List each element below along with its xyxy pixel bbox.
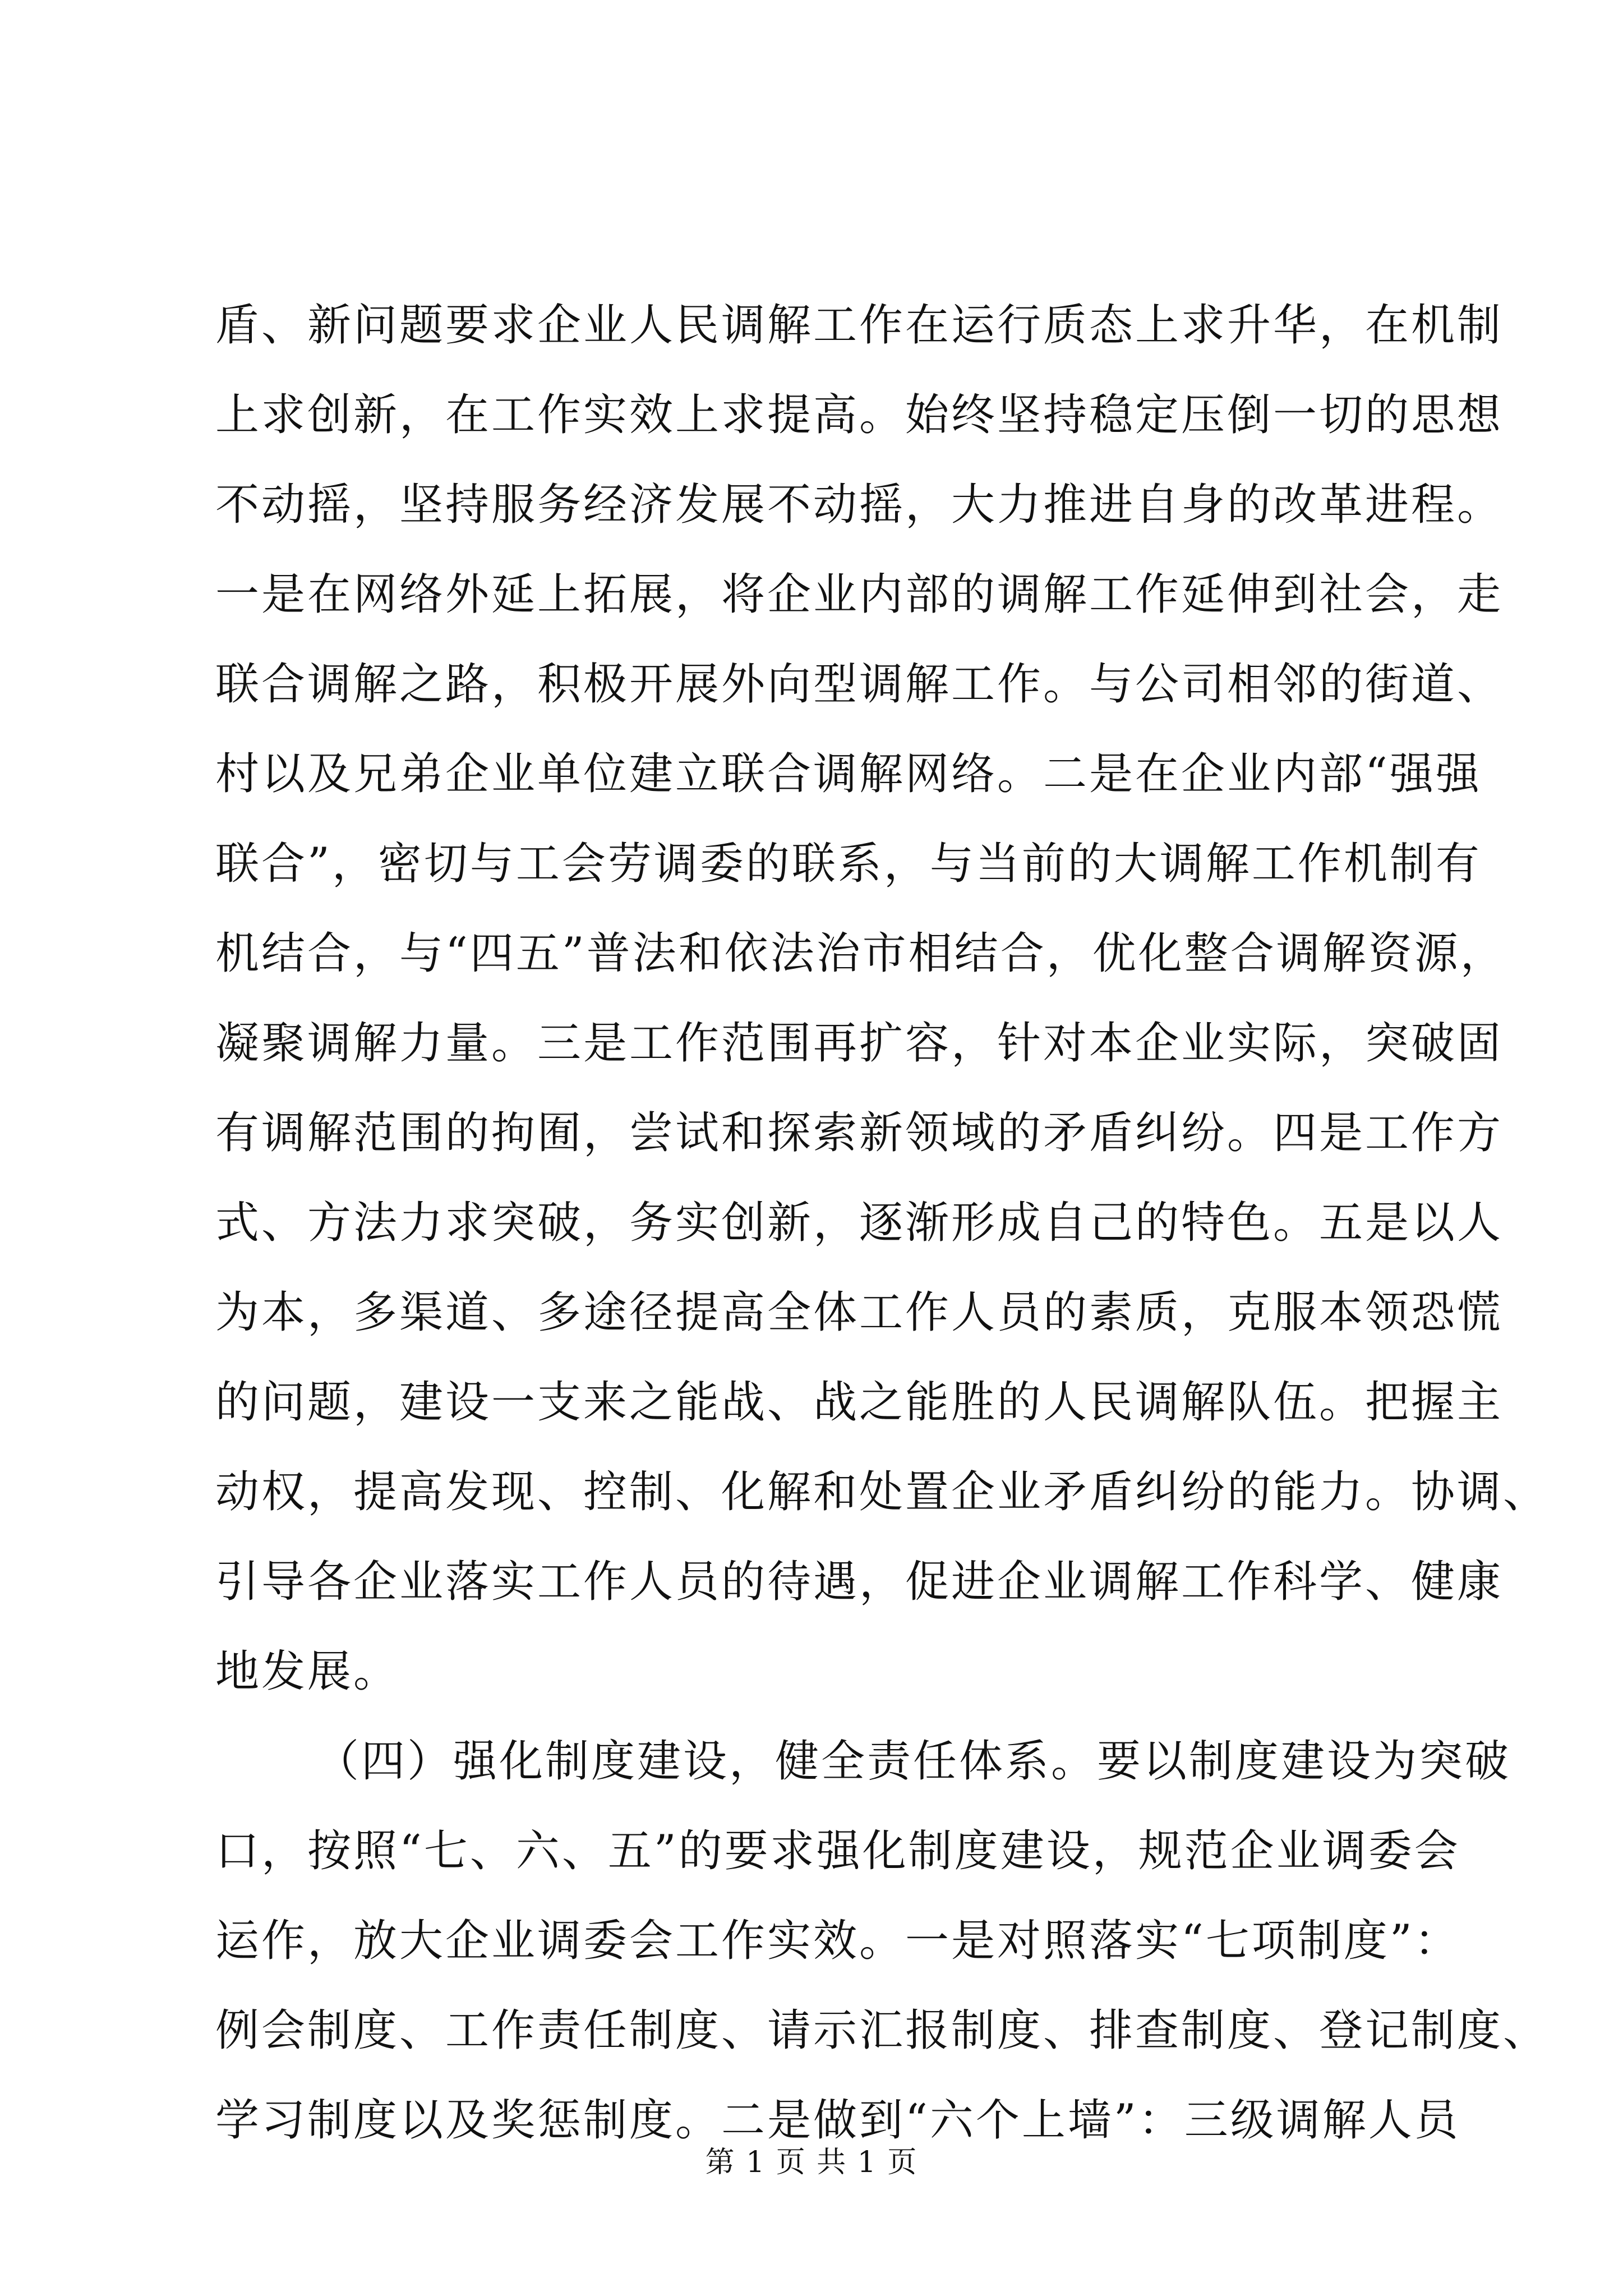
- text-line: 动权，提高发现、控制、化解和处置企业矛盾纠纷的能力。协调、: [215, 1467, 1550, 1517]
- paragraph-heading-line: （四）强化制度建设，健全责任体系。要以制度建设为突破: [315, 1736, 1511, 1787]
- text-line: 凝聚调解力量。三是工作范围再扩容，针对本企业实际，突破固: [215, 1018, 1504, 1069]
- text-line: 地发展。: [215, 1646, 400, 1697]
- text-line: 运作，放大企业调委会工作实效。一是对照落实“七项制度”：: [215, 1916, 1460, 1966]
- text-line: 盾、新问题要求企业人民调解工作在运行质态上求升华，在机制: [215, 300, 1504, 351]
- text-line: 式、方法力求突破，务实创新，逐渐形成自己的特色。五是以人: [215, 1198, 1504, 1248]
- text-line: 为本，多渠道、多途径提高全体工作人员的素质，克服本领恐慌: [215, 1287, 1504, 1338]
- body-text: [215, 280, 1550, 2165]
- text-line: 机结合，与“四五”普法和依法治市相结合，优化整合调解资源，: [215, 928, 1506, 979]
- text-line: 有调解范围的拘囿，尝试和探索新领域的矛盾纠纷。四是工作方: [215, 1108, 1504, 1158]
- text-line: 联合”，密切与工会劳调委的联系，与当前的大调解工作机制有: [215, 839, 1482, 889]
- text-line: 村以及兄弟企业单位建立联合调解网络。二是在企业内部“强强: [215, 749, 1482, 799]
- text-line: 引导各企业落实工作人员的待遇，促进企业调解工作科学、健康: [215, 1557, 1504, 1607]
- text-line: 例会制度、工作责任制度、请示汇报制度、排查制度、登记制度、: [215, 2005, 1550, 2056]
- text-line: 的问题，建设一支来之能战、战之能胜的人民调解队伍。把握主: [215, 1377, 1504, 1428]
- text-line: 口，按照“七、六、五”的要求强化制度建设，规范企业调委会: [215, 1826, 1460, 1876]
- text-line: 不动摇，坚持服务经济发展不动摇，大力推进自身的改革进程。: [215, 480, 1504, 530]
- page-number-footer: 第 1 页 共 1 页: [705, 2146, 918, 2179]
- text-line: 学习制度以及奖惩制度。二是做到“六个上墙”：三级调解人员: [215, 2095, 1460, 2146]
- text-line: 上求创新，在工作实效上求提高。始终坚持稳定压倒一切的思想: [215, 390, 1504, 440]
- text-line: 一是在网络外延上拓展，将企业内部的调解工作延伸到社会，走: [215, 569, 1504, 620]
- text-line: 联合调解之路，积极开展外向型调解工作。与公司相邻的街道、: [215, 659, 1504, 710]
